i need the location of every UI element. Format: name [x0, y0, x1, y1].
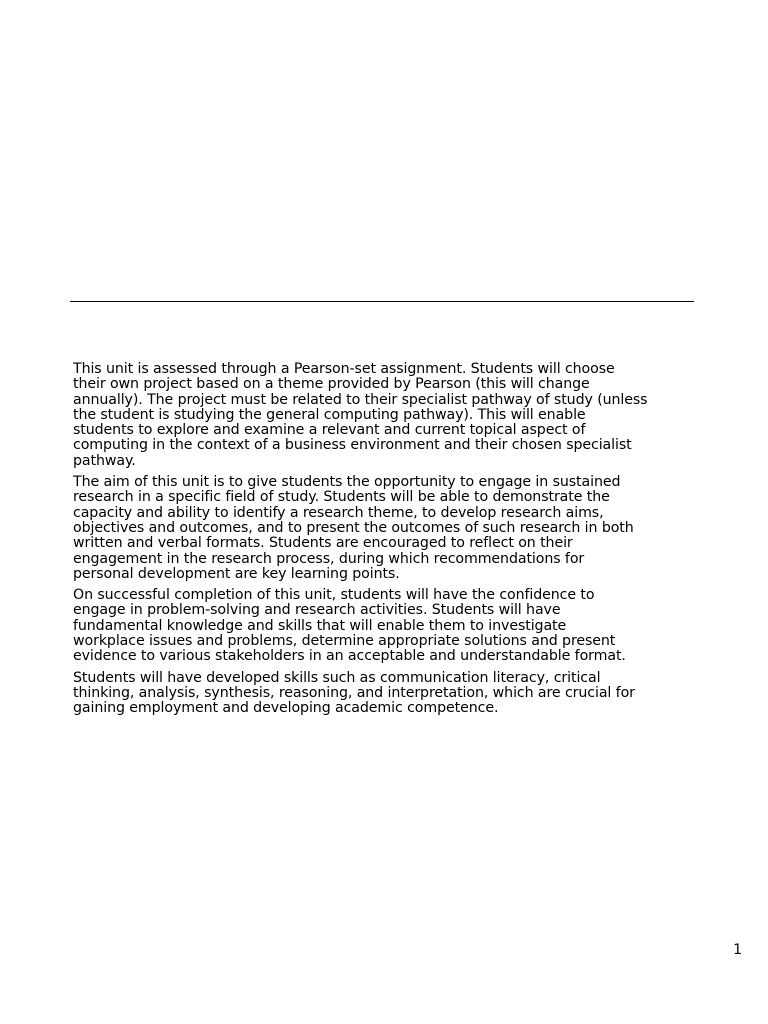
text-line: On successful completion of this unit, students will have the confidence to [73, 587, 595, 604]
text-line: research in a specific field of study. Students will be able to demonstrate the [73, 489, 610, 506]
text-line: Students will have developed skills such as communication literacy, critical [73, 669, 601, 686]
text-line: thinking, analysis, synthesis, reasoning, and interpretation, which are crucial for [73, 684, 635, 701]
text-line: pathway. [73, 452, 136, 469]
body-text [73, 362, 721, 723]
text-line: objectives and outcomes, and to present the outcomes of such research in both [73, 519, 634, 536]
text-line: written and verbal formats. Students are encouraged to reflect on their [73, 535, 573, 552]
text-line: students to explore and examine a relevant and current topical aspect of [73, 422, 586, 439]
text-line: gaining employment and developing academic competence. [73, 700, 499, 717]
text-line: This unit is assessed through a Pearson-set assignment. Students will choose [73, 361, 615, 377]
text-line: annually). The project must be related to their specialist pathway of study (unless [73, 391, 648, 408]
text-line: their own project based on a theme provided by Pearson (this will change [73, 376, 590, 393]
text-line: engage in problem-solving and research activities. Students will have [73, 602, 561, 619]
horizontal-rule [70, 301, 694, 302]
paragraph-completion [73, 588, 721, 664]
text-line: evidence to various stakeholders in an acceptable and understandable format. [73, 648, 626, 665]
text-line: The aim of this unit is to give students the opportunity to engage in sustained [73, 474, 621, 491]
text-line: workplace issues and problems, determine appropriate solutions and present [73, 633, 616, 650]
text-line: computing in the context of a business environment and their chosen specialist [73, 437, 632, 454]
text-line: personal development are key learning points. [73, 565, 400, 582]
text-line: the student is studying the general computing pathway). This will enable [73, 406, 586, 423]
text-line: engagement in the research process, during which recommendations for [73, 550, 585, 567]
page-number: 1 [733, 942, 742, 958]
paragraph-assessment [73, 362, 721, 469]
paragraph-aim [73, 475, 721, 582]
text-line: fundamental knowledge and skills that will enable them to investigate [73, 617, 567, 634]
text-line: capacity and ability to identify a research theme, to develop research aims, [73, 504, 604, 521]
paragraph-skills [73, 671, 721, 717]
